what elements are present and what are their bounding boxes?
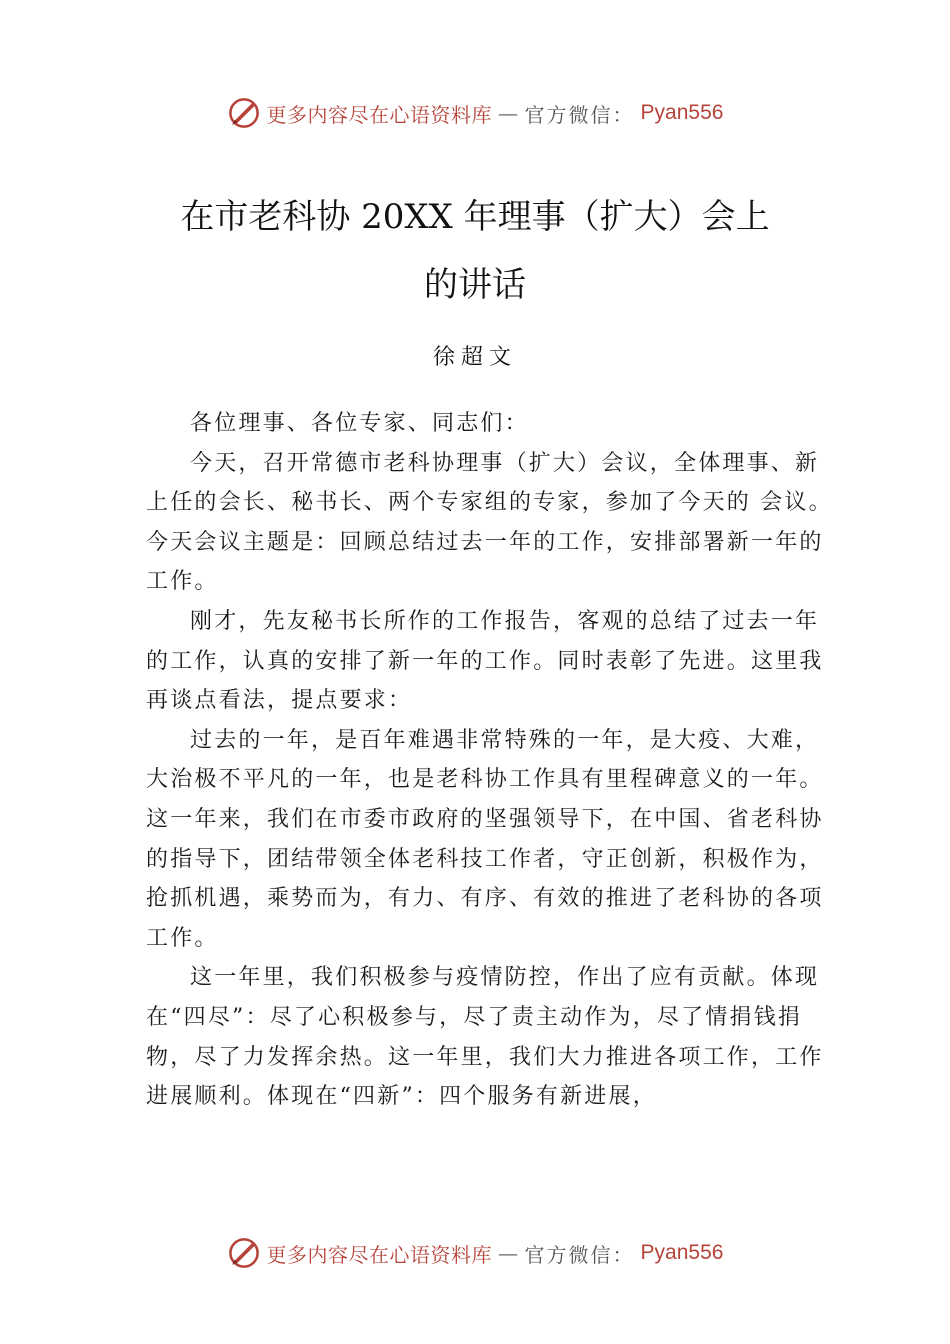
pen-logo-icon [227,96,261,130]
watermark-id: Pyan556 [640,1241,724,1264]
document-body [146,404,836,1117]
pen-logo-icon [227,1236,261,1270]
watermark-dash: — [498,101,519,125]
title-line-2: 的讲话 [424,265,526,305]
title-line-1: 在市老科协 20XX 年理事（扩大）会上 [180,197,770,237]
paragraph: 这一年里，我们积极参与疫情防控，作出了应有贡献。体现在“四尽”：尽了心积极参与，尽了责主动作为，尽了情捐钱捐物，尽了力发挥余热。这一年里，我们大力推进各项工作，工作进展顺利。体现在“四新”：四个服务有新进展， [146,965,824,1110]
watermark-dash: — [498,1241,519,1265]
watermark-header [0,96,950,130]
author-name: 徐超文 [432,345,517,370]
watermark-text: 更多内容尽在心语资料库 [266,102,493,127]
paragraph: 刚才，先友秘书长所作的工作报告，客观的总结了过去一年的工作，认真的安排了新一年的工作。同时表彰了先进。这里我再谈点看法，提点要求： [146,608,824,714]
document-title [0,183,950,319]
paragraph: 各位理事、各位专家、同志们： [190,411,529,436]
paragraph: 今天，召开常德市老科协理事（扩大）会议，全体理事、新上任的会长、秘书长、两个专家组的专家，参加了今天的 会议。今天会议主题是：回顾总结过去一年的工作，安排部署新一年的工作。 [146,450,833,595]
watermark-id: Pyan556 [640,101,724,124]
watermark-label: 官方微信： [524,102,635,127]
watermark-text: 更多内容尽在心语资料库 [266,1242,493,1267]
watermark-footer [0,1236,950,1270]
watermark-label: 官方微信： [524,1242,635,1267]
paragraph: 过去的一年，是百年难遇非常特殊的一年，是大疫、大难，大治极不平凡的一年，也是老科协工作具有里程碑意义的一年。这一年来，我们在市委市政府的坚强领导下，在中国、省老科协的指导下，团结带领全体老科技工作者，守正创新，积极作为，抢抓机遇，乘势而为，有力、有序、有效的推进了老科协的各项工作。 [146,727,824,951]
